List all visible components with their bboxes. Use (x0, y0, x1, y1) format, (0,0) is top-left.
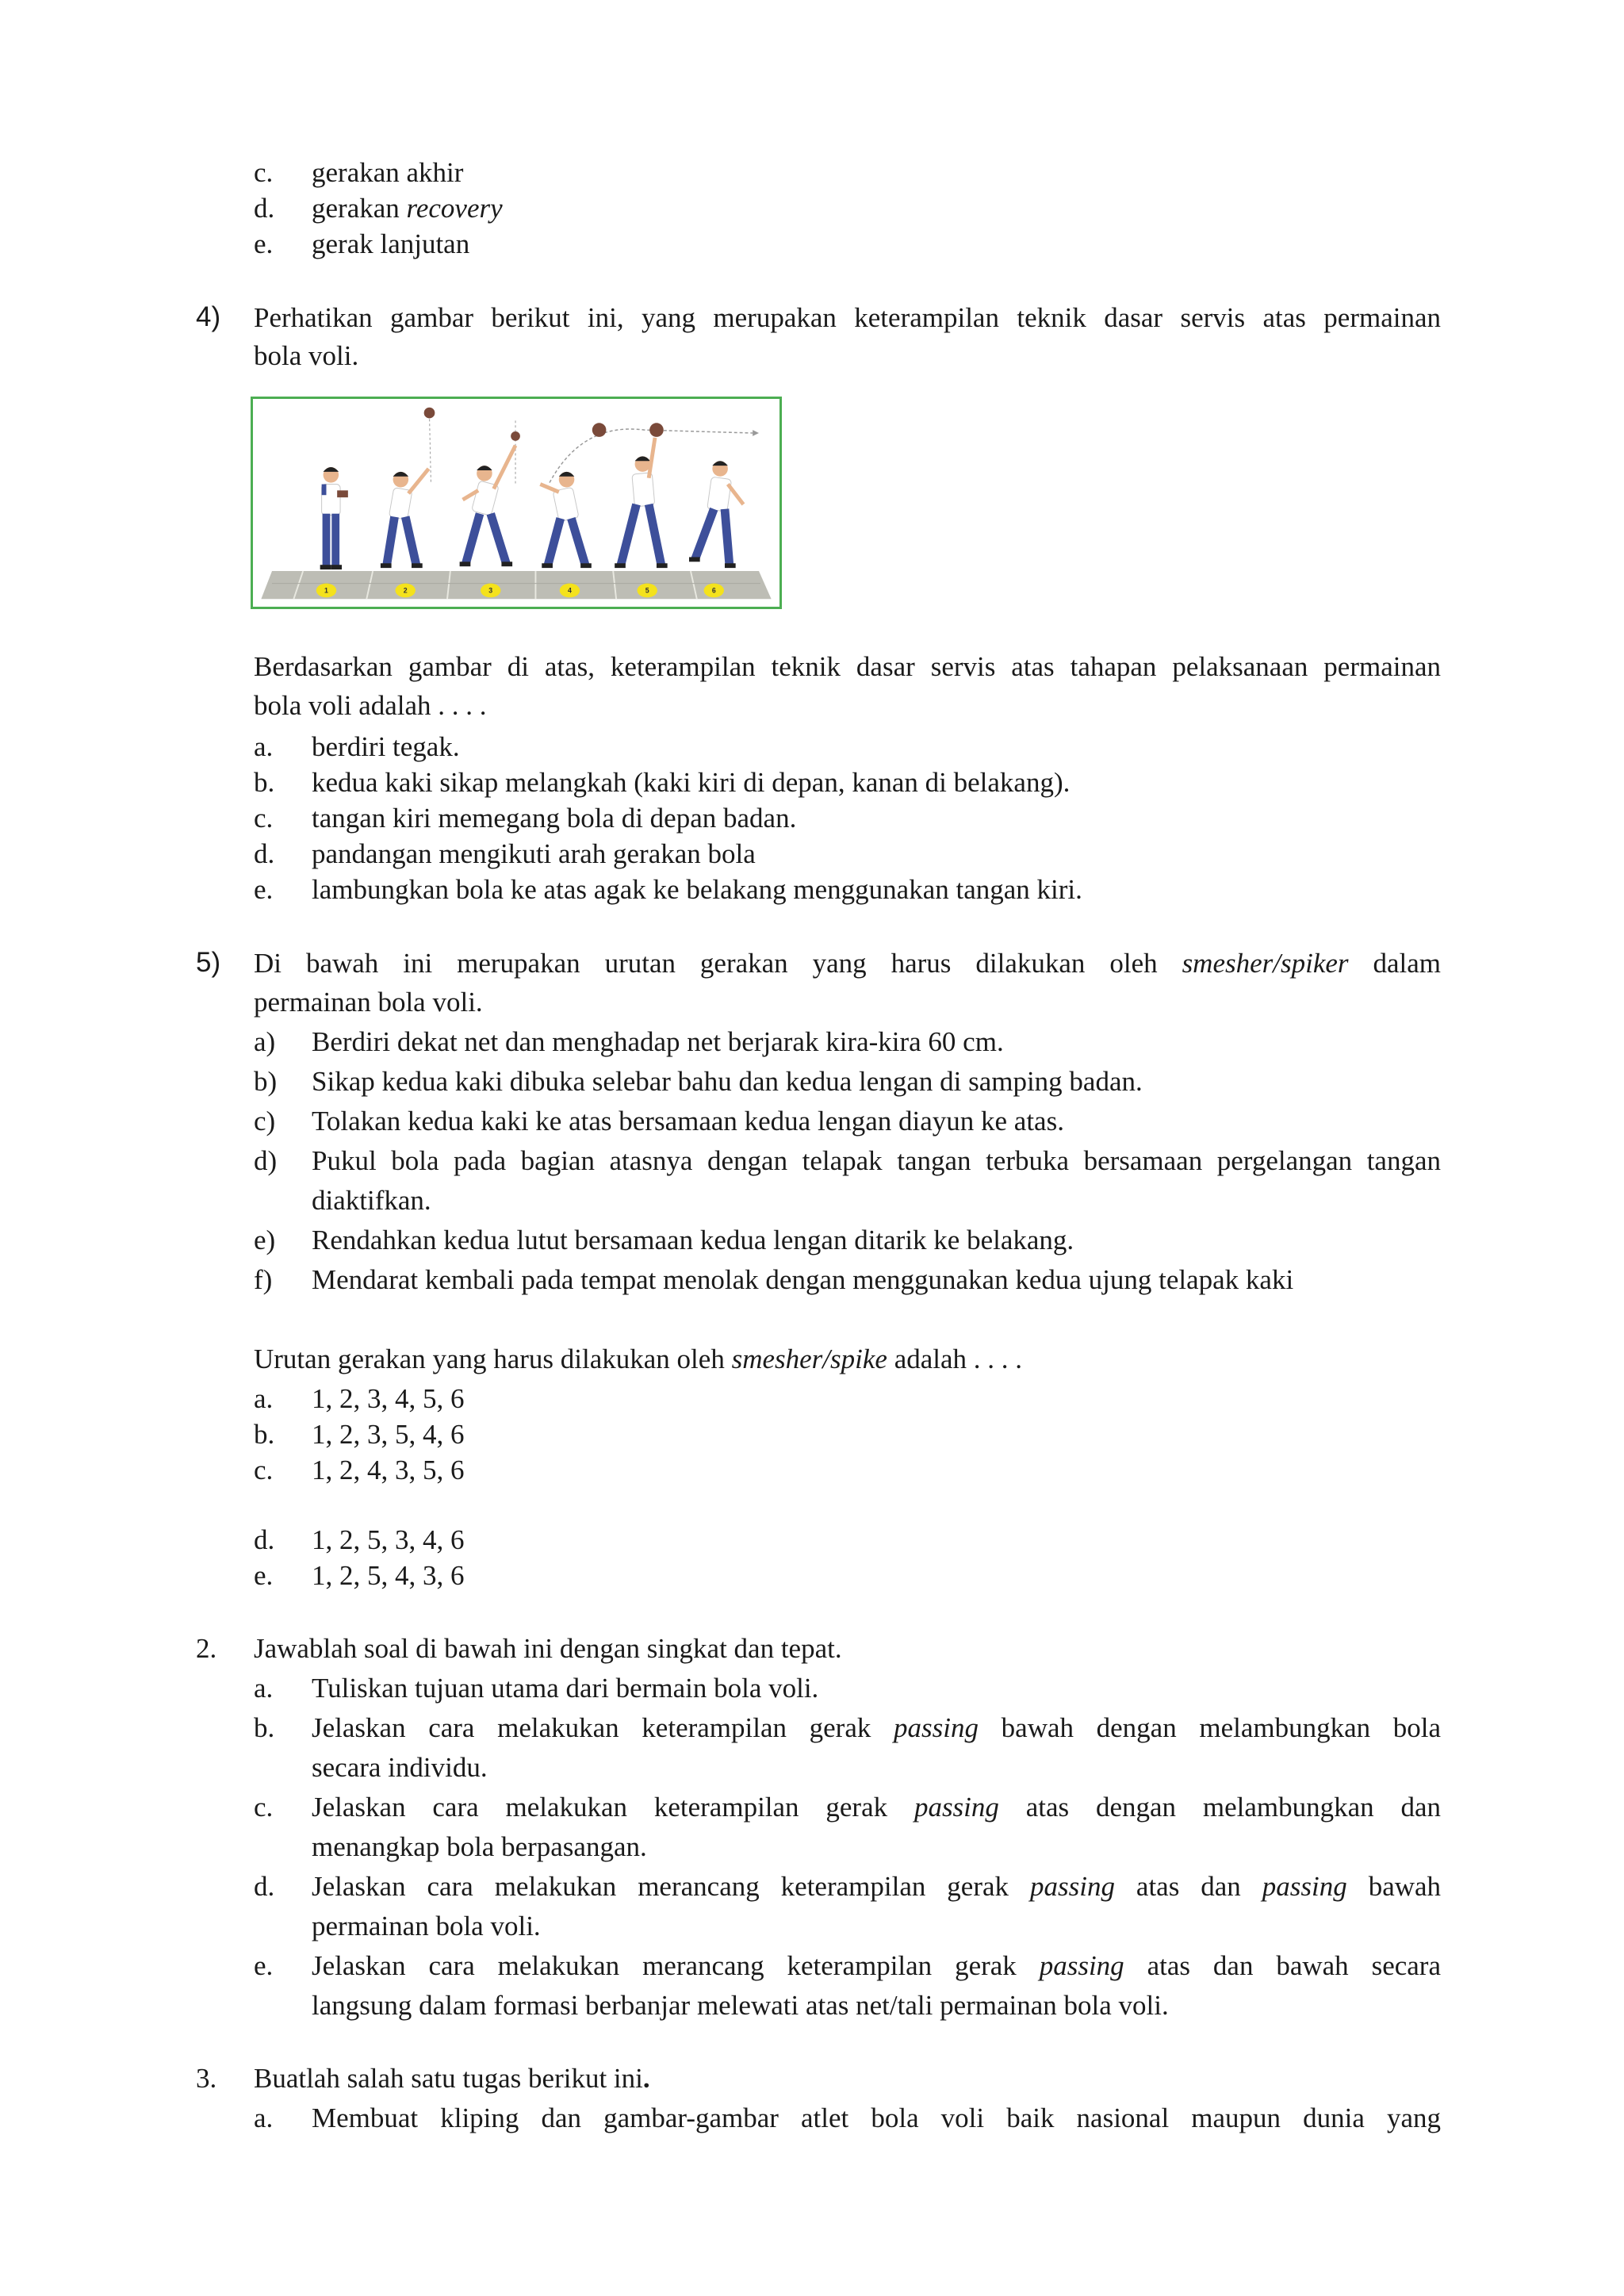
step-number-1: 1 (324, 586, 328, 595)
q3-option-e-letter: e. (254, 228, 274, 259)
q5-option-e-text: 1, 2, 5, 4, 3, 6 (312, 1560, 465, 1591)
serve-sequence-illustration (253, 399, 779, 607)
court-floor (261, 571, 771, 599)
q3-option-c-text: gerakan akhir (312, 157, 464, 188)
sec2-b-text: Jelaskan cara melakukan keterampilan gerak passing bawah dengan melambungkan bola (312, 1712, 1442, 1743)
sec2-e-text-line2: langsung dalam formasi berbanjar melewati atas net/tali permainan bola voli. (312, 1990, 1169, 2021)
ball-icon (511, 431, 520, 441)
q4-option-a-text: berdiri tegak. (312, 731, 460, 762)
ball-icon (424, 408, 435, 419)
player-figure-5 (615, 438, 667, 568)
q4-option-b-text: kedua kaki sikap melangkah (kaki kiri di depan, kanan di belakang). (312, 767, 1071, 798)
player-figure-2 (381, 469, 429, 568)
section-3-title: Buatlah salah satu tugas berikut ini. (254, 2063, 650, 2094)
q4-text-line1: Perhatikan gambar berikut ini, yang merupakan keterampilan teknik dasar servis atas permainan (254, 302, 1441, 333)
q4-option-a-letter: a. (254, 731, 274, 762)
q5-option-a-letter: a. (254, 1383, 274, 1414)
serve-sequence-figure (251, 397, 782, 609)
player-figure-6 (689, 461, 743, 568)
q4-stem-line2: bola voli adalah . . . . (254, 690, 487, 721)
q5-step-d-text-line2: diaktifkan. (312, 1185, 431, 1216)
sec2-d-letter: d. (254, 1871, 275, 1902)
player-figure-3 (460, 446, 515, 567)
step-number-2: 2 (403, 586, 408, 595)
sec2-d-text: Jelaskan cara melakukan merancang keterampilan gerak passing atas dan passing bawah (312, 1871, 1442, 1902)
q4-option-b-letter: b. (254, 767, 275, 798)
q5-step-c-text: Tolakan kedua kaki ke atas bersamaan kedua lengan diayun ke atas. (312, 1106, 1064, 1137)
q5-step-f-text: Mendarat kembali pada tempat menolak dengan menggunakan kedua ujung telapak kaki (312, 1264, 1294, 1295)
q5-option-a-text: 1, 2, 3, 4, 5, 6 (312, 1383, 465, 1414)
ball-icon (592, 423, 607, 437)
q4-option-c-text: tangan kiri memegang bola di depan badan. (312, 803, 797, 834)
sec2-e-letter: e. (254, 1950, 274, 1981)
q5-number: 5) (196, 947, 221, 978)
sec3-a-letter: a. (254, 2102, 274, 2133)
q4-option-e-letter: e. (254, 874, 274, 905)
sec2-d-text-line2: permainan bola voli. (312, 1911, 541, 1941)
step-number-4: 4 (568, 586, 572, 595)
sec2-b-text-line2: secara individu. (312, 1752, 488, 1783)
q4-stem-line1: Berdasarkan gambar di atas, keterampilan teknik dasar servis atas tahapan pelaksanaan permainan (254, 651, 1441, 682)
q5-option-b-letter: b. (254, 1419, 275, 1450)
sec2-a-text: Tuliskan tujuan utama dari bermain bola voli. (312, 1673, 819, 1704)
q5-step-d-letter: d) (254, 1145, 278, 1176)
q5-step-a-text: Berdiri dekat net dan menghadap net berjarak kira-kira 60 cm. (312, 1026, 1004, 1057)
q5-option-b-text: 1, 2, 3, 5, 4, 6 (312, 1419, 465, 1450)
player-figure-4 (540, 472, 592, 568)
q4-option-c-letter: c. (254, 803, 274, 834)
sec3-a-text: Membuat kliping dan gambar-gambar atlet bola voli baik nasional maupun dunia yang (312, 2102, 1441, 2133)
q3-option-d-text: gerakan recovery (312, 193, 503, 224)
q5-option-c-letter: c. (254, 1455, 274, 1485)
sec2-c-text: Jelaskan cara melakukan keterampilan gerak passing atas dengan melambungkan dan (312, 1792, 1442, 1823)
section-2-number: 2. (196, 1633, 217, 1664)
section-3-number: 3. (196, 2063, 217, 2094)
sec2-e-text: Jelaskan cara melakukan merancang keterampilan gerak passing atas dan bawah secara (312, 1950, 1441, 1981)
sec2-c-letter: c. (254, 1792, 274, 1823)
q4-option-d-text: pandangan mengikuti arah gerakan bola (312, 838, 756, 869)
q4-option-e-text: lambungkan bola ke atas agak ke belakang menggunakan tangan kiri. (312, 874, 1082, 905)
q4-number: 4) (196, 301, 221, 332)
q5-step-a-letter: a) (254, 1026, 276, 1057)
sec2-c-text-line2: menangkap bola berpasangan. (312, 1831, 647, 1862)
q5-step-e-text: Rendahkan kedua lutut bersamaan kedua lengan ditarik ke belakang. (312, 1225, 1074, 1255)
q4-option-d-letter: d. (254, 838, 275, 869)
section-2-title: Jawablah soal di bawah ini dengan singkat dan tepat. (254, 1633, 842, 1664)
step-number-3: 3 (488, 586, 493, 595)
q5-step-b-letter: b) (254, 1066, 278, 1097)
ball-icon (649, 423, 664, 437)
q5-option-c-text: 1, 2, 4, 3, 5, 6 (312, 1455, 465, 1485)
step-number-5: 5 (645, 586, 649, 595)
q5-step-d-text: Pukul bola pada bagian atasnya dengan telapak tangan terbuka bersamaan pergelangan tangan (312, 1145, 1441, 1176)
q5-option-e-letter: e. (254, 1560, 274, 1591)
q5-option-d-text: 1, 2, 5, 3, 4, 6 (312, 1524, 465, 1555)
q5-step-e-letter: e) (254, 1225, 276, 1255)
q5-option-d-letter: d. (254, 1524, 275, 1555)
step-number-6: 6 (711, 586, 716, 595)
q3-option-d-letter: d. (254, 193, 275, 224)
sec2-b-letter: b. (254, 1712, 275, 1743)
q5-step-f-letter: f) (254, 1264, 273, 1295)
q3-option-c-letter: c. (254, 157, 274, 188)
q5-step-b-text: Sikap kedua kaki dibuka selebar bahu dan kedua lengan di samping badan. (312, 1066, 1143, 1097)
sec2-a-letter: a. (254, 1673, 274, 1704)
q5-text-line1: Di bawah ini merupakan urutan gerakan yang harus dilakukan oleh smesher/spiker dalam (254, 948, 1442, 979)
q4-text-line2: bola voli. (254, 340, 359, 371)
q5-stem: Urutan gerakan yang harus dilakukan oleh smesher/spike adalah . . . . (254, 1343, 1023, 1374)
q5-step-c-letter: c) (254, 1106, 276, 1137)
player-figure-1 (320, 467, 348, 569)
q5-text-line2: permainan bola voli. (254, 987, 483, 1018)
q3-option-e-text: gerak lanjutan (312, 228, 470, 259)
